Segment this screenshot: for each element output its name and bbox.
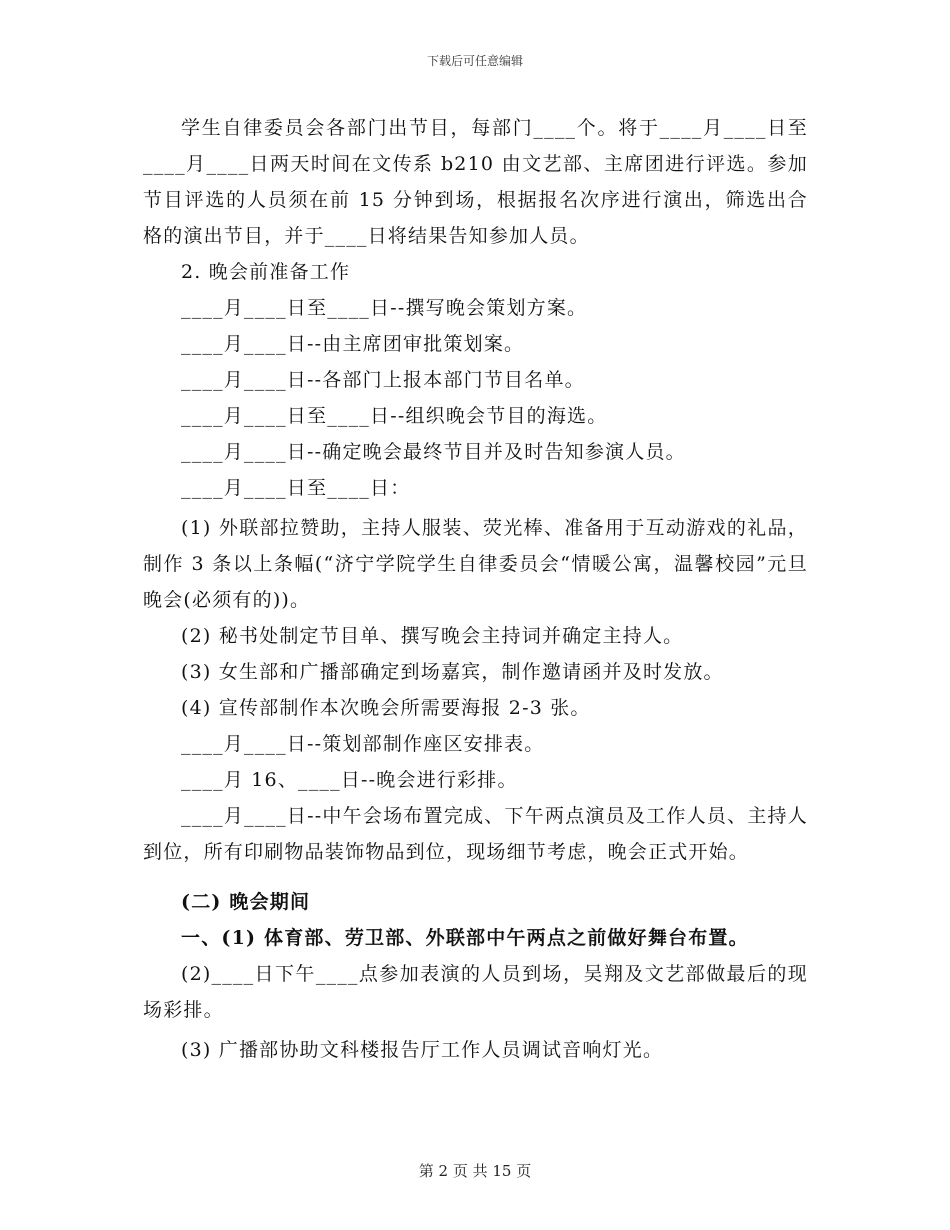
page-header: 下载后可任意编辑 [426,54,523,68]
schedule-item: ____月____日--由主席团审批策划案。 [181,333,525,355]
schedule-item: ____月____日--各部门上报本部门节目名单。 [181,369,585,391]
schedule-item: ____月____日--策划部制作座区安排表。 [181,733,545,755]
paragraph-program-selection: 学生自律委员会各部门出节目，每部门____个。将于____月____日至____月____日两天时间在文传系 b210 由文艺部、主席团进行评选。参加节目评选的人员须在前 15 分钟到场，根据报名次序进行演出，筛选出合格的演出节目，并于____日将结果告知参加人员。 [143,117,808,247]
task-item-secretariat: (2) 秘书处制定节目单、撰写晚会主持词并确定主持人。 [181,625,684,647]
task-item-sound-lighting: (3) 广播部协助文科楼报告厅工作人员调试音响灯光。 [181,1039,664,1061]
page-footer: 第 2 页 共 15 页 [418,1162,532,1180]
schedule-item: ____月____日至____日--撰写晚会策划方案。 [181,297,588,319]
section-heading-during: (二) 晚会期间 [181,891,311,913]
schedule-item: ____月____日至____日--组织晚会节目的海选。 [181,405,608,427]
schedule-item-show-day: ____月____日--中午会场布置完成、下午两点演员及工作人员、主持人到位，所有印刷物品装饰物品到位，现场细节考虑，晚会正式开始。 [143,805,808,863]
task-item-guests: (3) 女生部和广播部确定到场嘉宾，制作邀请函并及时发放。 [181,661,724,683]
task-item-rehearsal: (2)____日下午____点参加表演的人员到场，吴翔及文艺部做最后的现场彩排。 [143,963,808,1021]
schedule-item: ____月____日--确定晚会最终节目并及时告知参演人员。 [181,441,686,463]
task-item-stage-setup: 一、(1) 体育部、劳卫部、外联部中午两点之前做好舞台布置。 [181,927,749,949]
task-item-sponsorship: (1) 外联部拉赞助，主持人服装、荧光棒、准备用于互动游戏的礼品，制作 3 条以上条幅(“济宁学院学生自律委员会“情暖公寓，温馨校园”元旦晚会(必须有的))。 [143,517,809,611]
task-item-posters: (4) 宣传部制作本次晚会所需要海报 2-3 张。 [181,697,591,719]
schedule-item: ____月____日至____日： [181,477,411,499]
document-body [143,110,808,1068]
schedule-item: ____月 16、____日--晚会进行彩排。 [181,769,518,791]
section-heading-preparation: 2. 晚会前准备工作 [181,261,351,283]
